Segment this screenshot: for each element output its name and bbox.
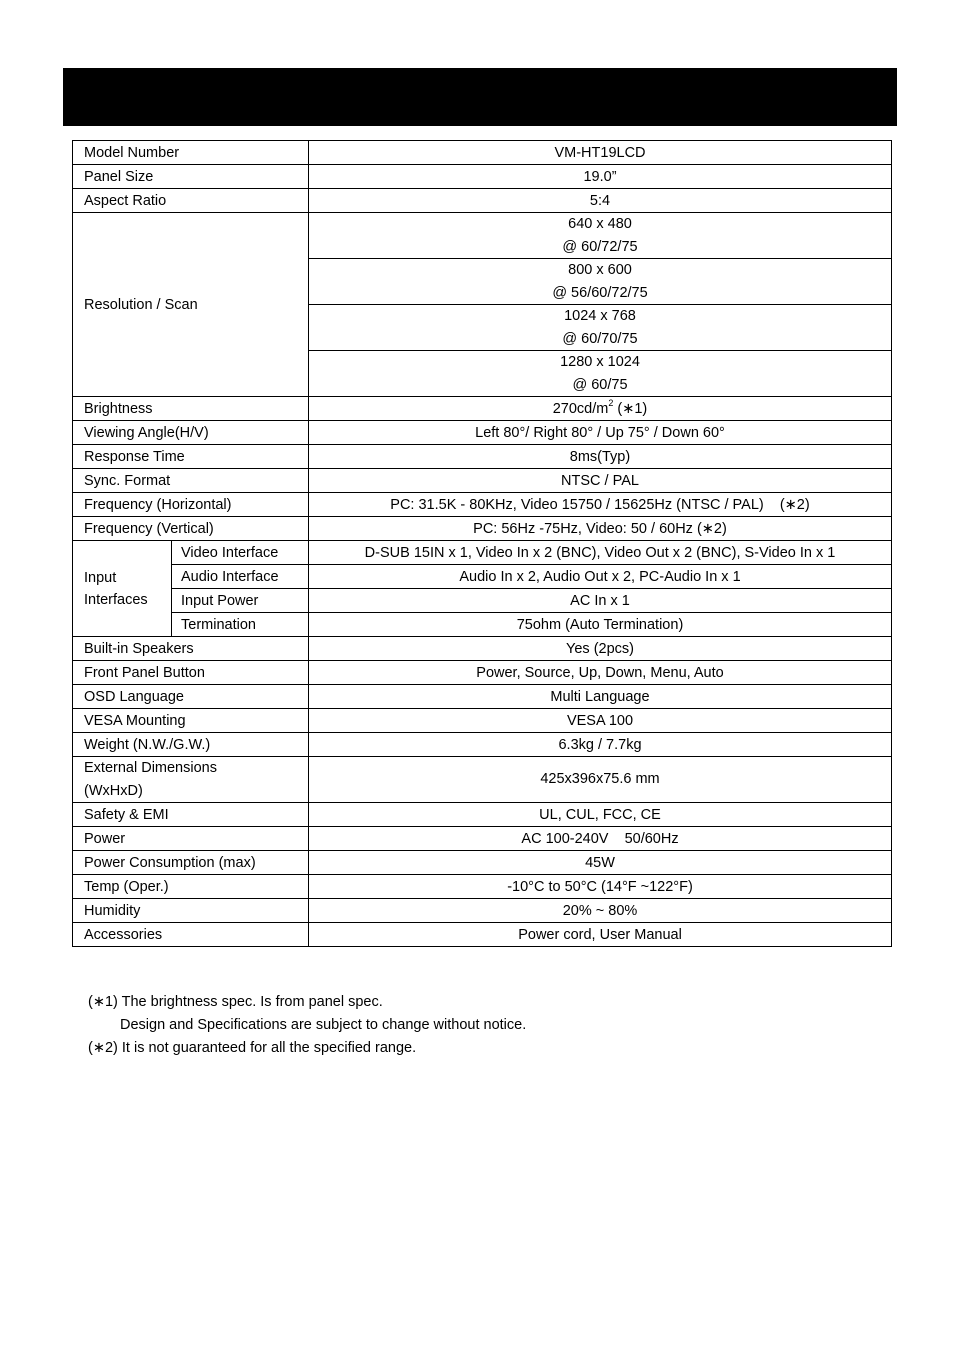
spec-value: Power cord, User Manual — [309, 923, 892, 947]
input-label-line2: Interfaces — [84, 591, 148, 608]
spec-label: Response Time — [73, 445, 309, 469]
spec-value — [309, 397, 892, 421]
table-row — [73, 875, 892, 899]
spec-value: Audio In x 2, Audio Out x 2, PC-Audio In x 1 — [309, 565, 892, 589]
dimensions-label-line1: External Dimensions — [84, 760, 217, 776]
footnotes — [88, 991, 526, 1060]
superscript: 2 — [608, 397, 614, 408]
resolution-value: 800 x 600 — [568, 262, 632, 278]
footnote-1-sub: Design and Specifications are subject to change without notice. — [120, 1017, 527, 1033]
table-row — [73, 661, 892, 685]
spec-value: UL, CUL, FCC, CE — [309, 803, 892, 827]
spec-sublabel: Termination — [172, 613, 309, 637]
table-row — [73, 923, 892, 947]
spec-value: VM-HT19LCD — [309, 141, 892, 165]
spec-value: PC: 56Hz -75Hz, Video: 50 / 60Hz (∗2) — [309, 517, 892, 541]
spec-value: 5:4 — [309, 189, 892, 213]
footnote-ref: (∗1) — [613, 400, 648, 417]
spec-label: Aspect Ratio — [73, 189, 309, 213]
table-row — [73, 899, 892, 923]
table-row — [73, 757, 892, 803]
table-row — [73, 469, 892, 493]
table-row — [73, 565, 892, 589]
footnote-1: (∗1) The brightness spec. Is from panel spec. — [88, 994, 383, 1010]
resolution-value: 640 x 480 — [568, 216, 632, 232]
spec-label-group — [73, 541, 172, 637]
spec-value: -10°C to 50°C (14°F ~122°F) — [309, 875, 892, 899]
spec-value: PC: 31.5K - 80KHz, Video 15750 / 15625Hz (NTSC / PAL) (∗2) — [309, 493, 892, 517]
table-row — [73, 517, 892, 541]
spec-value: 8ms(Typ) — [309, 445, 892, 469]
spec-value: 425x396x75.6 mm — [309, 757, 892, 803]
spec-sublabel: Input Power — [172, 589, 309, 613]
spec-label: Viewing Angle(H/V) — [73, 421, 309, 445]
table-row — [73, 541, 892, 565]
spec-value: Yes (2pcs) — [309, 637, 892, 661]
spec-value: 20% ~ 80% — [309, 899, 892, 923]
spec-label: Weight (N.W./G.W.) — [73, 733, 309, 757]
table-row — [73, 709, 892, 733]
resolution-mode — [309, 213, 892, 259]
spec-label: Panel Size — [73, 165, 309, 189]
spec-value: AC In x 1 — [309, 589, 892, 613]
spec-value: 45W — [309, 851, 892, 875]
spec-label: Power Consumption (max) — [73, 851, 309, 875]
spec-label — [73, 757, 309, 803]
table-row — [73, 827, 892, 851]
spec-value: Power, Source, Up, Down, Menu, Auto — [309, 661, 892, 685]
resolution-mode — [309, 351, 892, 397]
spec-label: Accessories — [73, 923, 309, 947]
table-row — [73, 189, 892, 213]
spec-value: VESA 100 — [309, 709, 892, 733]
spec-label: Frequency (Vertical) — [73, 517, 309, 541]
spec-value: 75ohm (Auto Termination) — [309, 613, 892, 637]
spec-value: AC 100-240V 50/60Hz — [309, 827, 892, 851]
table-row — [73, 445, 892, 469]
spec-label: Frequency (Horizontal) — [73, 493, 309, 517]
spec-value: D-SUB 15IN x 1, Video In x 2 (BNC), Video Out x 2 (BNC), S-Video In x 1 — [309, 541, 892, 565]
spec-table — [72, 140, 892, 947]
resolution-mode — [309, 259, 892, 305]
scan-value: @ 56/60/72/75 — [552, 284, 648, 301]
spec-value: 6.3kg / 7.7kg — [309, 733, 892, 757]
table-row — [73, 637, 892, 661]
table-row — [73, 421, 892, 445]
table-row — [73, 165, 892, 189]
table-row — [73, 685, 892, 709]
table-row — [73, 397, 892, 421]
footnote-2: (∗2) It is not guaranteed for all the specified range. — [88, 1040, 417, 1056]
scan-value: @ 60/70/75 — [562, 330, 638, 347]
table-row — [73, 851, 892, 875]
spec-label: Brightness — [73, 397, 309, 421]
spec-label: Power — [73, 827, 309, 851]
table-row — [73, 493, 892, 517]
spec-label: Front Panel Button — [73, 661, 309, 685]
spec-label: Sync. Format — [73, 469, 309, 493]
scan-value: @ 60/72/75 — [562, 238, 638, 255]
spec-label: Built-in Speakers — [73, 637, 309, 661]
scan-value: @ 60/75 — [572, 376, 628, 393]
spec-label: Humidity — [73, 899, 309, 923]
table-row — [73, 613, 892, 637]
spec-value: 19.0” — [309, 165, 892, 189]
table-row — [73, 213, 892, 259]
spec-value: Left 80°/ Right 80° / Up 75° / Down 60° — [309, 421, 892, 445]
spec-sublabel: Audio Interface — [172, 565, 309, 589]
spec-label: VESA Mounting — [73, 709, 309, 733]
spec-label: OSD Language — [73, 685, 309, 709]
header-bar — [63, 68, 897, 126]
resolution-value: 1024 x 768 — [564, 308, 636, 324]
dimensions-label-line2: (WxHxD) — [84, 782, 143, 799]
table-row — [73, 141, 892, 165]
resolution-mode — [309, 305, 892, 351]
brightness-value: 270cd/m — [552, 400, 609, 417]
table-row — [73, 589, 892, 613]
spec-value: NTSC / PAL — [309, 469, 892, 493]
spec-sublabel: Video Interface — [172, 541, 309, 565]
spec-label: Safety & EMI — [73, 803, 309, 827]
table-row — [73, 733, 892, 757]
spec-label: Model Number — [73, 141, 309, 165]
input-label-line1: Input — [84, 569, 117, 586]
spec-label: Temp (Oper.) — [73, 875, 309, 899]
spec-label: Resolution / Scan — [73, 213, 309, 397]
resolution-value: 1280 x 1024 — [560, 354, 640, 370]
spec-value: Multi Language — [309, 685, 892, 709]
table-row — [73, 803, 892, 827]
